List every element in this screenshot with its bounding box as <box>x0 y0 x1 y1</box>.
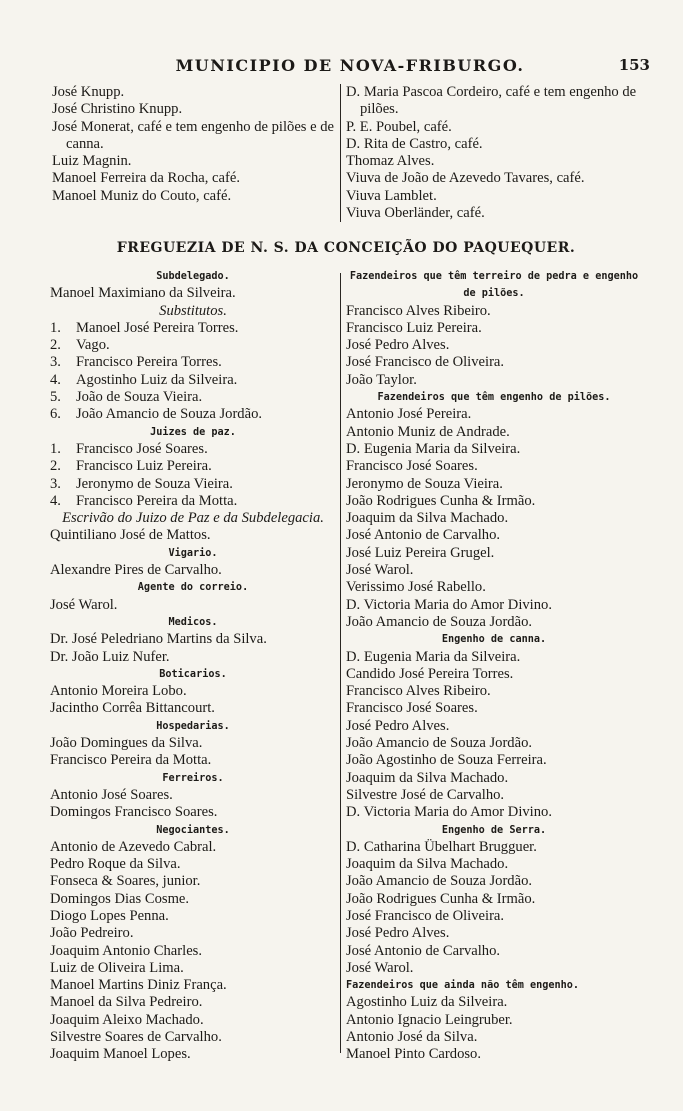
list-item: Dr. João Luiz Nufer. <box>50 648 170 665</box>
list-item: Antonio José Pereira. <box>346 406 472 423</box>
list-item: Thomaz Alves. <box>346 153 435 170</box>
list-item <box>50 406 336 423</box>
list-item <box>50 441 336 458</box>
list-item: José Antonio de Carvalho. <box>346 527 501 544</box>
subheading: Hospedarias. <box>156 720 230 732</box>
list-item: Manoel Muniz do Couto, café. <box>52 187 232 204</box>
list-item: Antonio Muniz de Andrade. <box>346 423 510 440</box>
list-item: Diogo Lopes Penna. <box>50 907 169 924</box>
list-item: Candido José Pereira Torres. <box>346 665 514 682</box>
page-title: MUNICIPIO DE NOVA-FRIBURGO. <box>175 56 525 75</box>
item-number: 6. <box>50 406 61 423</box>
list-item: João Amancio de Souza Jordão. <box>346 873 533 890</box>
list-item: P. E. Poubel, café. <box>346 118 452 135</box>
subheading: Subdelegado. <box>156 271 230 282</box>
subheading: Fazendeiros que têm terreiro de pedra e engenho de pilões. <box>349 271 639 300</box>
item-number: 3. <box>50 354 61 371</box>
top-right-list <box>346 84 642 222</box>
list-item: Manoel Pinto Cardoso. <box>346 1046 481 1063</box>
subheading: Ferreiros. <box>162 772 224 784</box>
top-left-list <box>52 84 338 205</box>
list-item: Joaquim Antonio Charles. <box>50 942 203 959</box>
list-item <box>50 458 336 475</box>
list-item: João Rodrigues Cunha & Irmão. <box>346 890 536 907</box>
list-item: José Warol. <box>346 959 414 976</box>
list-item: Agostinho Luiz da Silveira. <box>346 994 508 1011</box>
list-item: Antonio José da Silva. <box>346 1029 478 1046</box>
list-item: Manoel Ferreira da Rocha, café. <box>52 170 241 187</box>
list-item: José Luiz Pereira Grugel. <box>346 544 495 561</box>
list-item <box>50 372 336 389</box>
subheading: Fazendeiros que têm engenho de pilões. <box>377 392 611 404</box>
list-item: Viuva Oberländer, café. <box>346 205 485 222</box>
list-item: Francisco Pereira da Motta. <box>50 752 212 769</box>
subheading: Vigario. <box>168 547 218 559</box>
list-item: João Taylor. <box>346 371 417 388</box>
list-item <box>50 320 336 337</box>
list-item: João Domingues da Silva. <box>50 735 203 752</box>
left-column <box>50 268 336 1064</box>
item-number: 3. <box>50 475 61 492</box>
item-name: João de Souza Vieira. <box>76 389 203 406</box>
list-item: José Warol. <box>50 596 118 613</box>
list-item <box>50 389 336 406</box>
list-item: João Rodrigues Cunha & Irmão. <box>346 492 536 509</box>
item-number: 2. <box>50 337 61 354</box>
subheading: Medicos. <box>168 616 218 628</box>
list-item: João Agostinho de Souza Ferreira. <box>346 752 547 769</box>
page-number: 153 <box>618 56 650 74</box>
list-item: Antonio de Azevedo Cabral. <box>50 838 217 855</box>
list-item: Joaquim da Silva Machado. <box>346 769 509 786</box>
item-name: Francisco Luiz Pereira. <box>76 458 212 475</box>
list-item: José Pedro Alves. <box>346 337 450 354</box>
list-item: Quintiliano José de Mattos. <box>50 527 211 544</box>
item-number: 1. <box>50 440 61 457</box>
subheading: Engenho de Serra. <box>441 824 547 836</box>
list-item: Manoel Maximiano da Silveira. <box>50 285 236 302</box>
list-item: D. Eugenia Maria da Silveira. <box>346 440 521 457</box>
item-name: João Amancio de Souza Jordão. <box>76 406 263 423</box>
item-number: 5. <box>50 389 61 406</box>
list-item: D. Maria Pascoa Cordeiro, café e tem engenho de pilões. <box>346 84 637 118</box>
item-name: Francisco Pereira da Motta. <box>76 492 238 509</box>
list-item: Domingos Dias Cosme. <box>50 890 190 907</box>
column-rule <box>340 84 341 222</box>
list-item: Viuva Lamblet. <box>346 187 437 204</box>
list-item: Domingos Francisco Soares. <box>50 804 218 821</box>
list-item <box>50 337 336 354</box>
list-item: D. Victoria Maria do Amor Divino. <box>346 596 552 613</box>
item-name: Francisco José Soares. <box>76 440 208 457</box>
list-item: José Knupp. <box>52 84 125 100</box>
list-item: Francisco José Soares. <box>346 458 478 475</box>
list-item: D. Catharina Übelhart Brugguer. <box>346 838 537 855</box>
subheading: Substitutos. <box>159 302 227 319</box>
list-item: José Francisco de Oliveira. <box>346 907 505 924</box>
list-item: Fonseca & Soares, junior. <box>50 873 201 890</box>
list-item: Francisco Luiz Pereira. <box>346 319 482 336</box>
subheading: Negociantes. <box>156 824 230 836</box>
list-item: José Pedro Alves. <box>346 717 450 734</box>
subheading: Agente do correio. <box>137 582 249 594</box>
right-column <box>346 268 642 1064</box>
list-item: Francisco José Soares. <box>346 700 478 717</box>
item-number: 2. <box>50 458 61 475</box>
subheading: Escrivão do Juizo de Paz e da Subdelegacia. <box>62 510 324 527</box>
item-number: 1. <box>50 319 61 336</box>
item-number: 4. <box>50 371 61 388</box>
list-item: Antonio Ignacio Leingruber. <box>346 1011 513 1028</box>
list-item: José Warol. <box>346 562 414 579</box>
running-head <box>50 56 650 82</box>
item-name: Vago. <box>76 337 110 354</box>
list-item: José Christino Knupp. <box>52 101 183 118</box>
subheading: Engenho de canna. <box>441 634 547 646</box>
list-item: João Amancio de Souza Jordão. <box>346 613 533 630</box>
list-item: Dr. José Peledriano Martins da Silva. <box>50 631 267 648</box>
list-item: D. Victoria Maria do Amor Divino. <box>346 804 552 821</box>
list-item: Luiz de Oliveira Lima. <box>50 959 184 976</box>
list-item: Antonio José Soares. <box>50 786 173 803</box>
list-item: Manoel Martins Diniz França. <box>50 977 227 994</box>
list-item: Verissimo José Rabello. <box>346 579 486 596</box>
list-item: Francisco Alves Ribeiro. <box>346 302 491 319</box>
list-item: José Francisco de Oliveira. <box>346 354 505 371</box>
item-name: Francisco Pereira Torres. <box>76 354 222 371</box>
list-item: Silvestre Soares de Carvalho. <box>50 1029 222 1046</box>
list-item <box>50 354 336 371</box>
subheading: Fazendeiros que ainda não têm engenho. <box>346 980 580 992</box>
list-item: Alexandre Pires de Carvalho. <box>50 562 222 579</box>
list-item: Jacintho Corrêa Bittancourt. <box>50 700 215 717</box>
subheading: Juizes de paz. <box>150 426 236 438</box>
item-name: Agostinho Luiz da Silveira. <box>76 371 238 388</box>
list-item: Luiz Magnin. <box>52 153 132 170</box>
list-item: Viuva de João de Azevedo Tavares, café. <box>346 170 585 187</box>
list-item: José Monerat, café e tem engenho de pilões e de canna. <box>52 118 335 152</box>
list-item: Manoel da Silva Pedreiro. <box>50 994 203 1011</box>
item-name: Manoel José Pereira Torres. <box>76 319 239 336</box>
list-item: José Pedro Alves. <box>346 925 450 942</box>
column-rule <box>340 273 341 1053</box>
section-title: FREGUEZIA DE N. S. DA CONCEIÇÃO DO PAQUEQUER. <box>116 240 576 256</box>
list-item: D. Rita de Castro, café. <box>346 135 483 152</box>
list-item: João Amancio de Souza Jordão. <box>346 735 533 752</box>
list-item: Joaquim Aleixo Machado. <box>50 1011 204 1028</box>
list-item: João Pedreiro. <box>50 925 134 942</box>
item-name: Jeronymo de Souza Vieira. <box>76 475 233 492</box>
list-item: José Antonio de Carvalho. <box>346 942 501 959</box>
list-item <box>50 476 336 493</box>
list-item: D. Eugenia Maria da Silveira. <box>346 648 521 665</box>
list-item: Francisco Alves Ribeiro. <box>346 683 491 700</box>
list-item: Joaquim da Silva Machado. <box>346 856 509 873</box>
list-item: Joaquim Manoel Lopes. <box>50 1046 191 1063</box>
list-item: Pedro Roque da Silva. <box>50 856 181 873</box>
list-item: Joaquim da Silva Machado. <box>346 510 509 527</box>
subheading: Boticarios. <box>159 668 227 680</box>
list-item: Antonio Moreira Lobo. <box>50 683 187 700</box>
item-number: 4. <box>50 492 61 509</box>
list-item <box>50 493 336 510</box>
list-item: Jeronymo de Souza Vieira. <box>346 475 503 492</box>
list-item: Silvestre José de Carvalho. <box>346 786 505 803</box>
